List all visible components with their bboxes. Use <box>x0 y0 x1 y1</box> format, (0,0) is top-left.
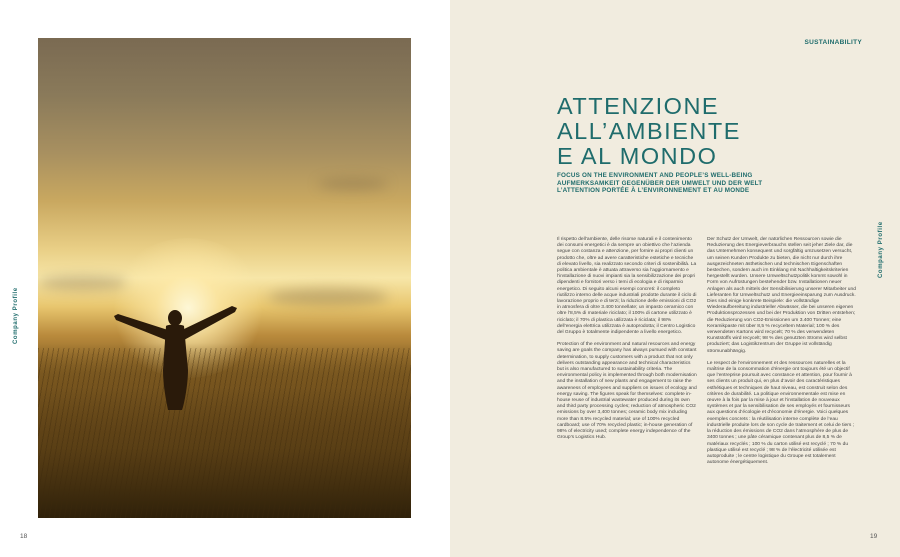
title-line: ALL’AMBIENTE <box>557 118 741 144</box>
text-column-right <box>707 237 857 472</box>
hero-photo <box>38 38 411 518</box>
person-silhouette <box>108 300 243 410</box>
subtitle-fr: L’ATTENTION PORTÉE À L’ENVIRONNEMENT ET AU MONDE <box>557 187 750 194</box>
subtitles <box>557 172 887 195</box>
paragraph-en: Protection of the environment and natural resources and energy saving are goals the company has always pursued with constant determination, to supply customers with a product that not only delivers outstanding appearance and technical characteristics but is also manufactured to sustainability criteria. The environmental policy is implemented through both modernisation and the installation of new plants and engagement to raise the awareness of employees and suppliers on issues of ecology and energy saving. The figures speak for themselves: complete in-house reuse of industrial wastewater produced during its own and third party processing cycles; reduction of atmospheric CO2 emissions by over 3,400 tonnes; ceramic body mix including more than 8.5% recycled material; use of 100% recycled cardboard; use of 70% recycled plastic; in-house generation of 98% of electricity used; complete energy independence of the Group’s Logistics Hub. <box>557 342 697 441</box>
text-column-left <box>557 237 697 448</box>
title-line: E AL MONDO <box>557 143 718 169</box>
right-page <box>450 0 900 557</box>
title-line: ATTENZIONE <box>557 93 720 119</box>
section-tag: SUSTAINABILITY <box>804 39 862 46</box>
subtitle-de: AUFMERKSAMKEIT GEGENÜBER DER UMWELT UND DER WELT <box>557 179 763 187</box>
side-label-right: Company Profile <box>878 221 884 278</box>
paragraph-de: Der Schutz der Umwelt, der natürlichen Ressourcen sowie die Reduzierung des Energieverbrauchs stellen seit jeher Ziele dar, die das Unternehmen konsequent und sorgfältig umzusetzen versucht, um seinen Kunden Produkte zu bieten, die nicht nur durch ihre ausgezeichneten ästhetischen und technischen Eigenschaften bestechen, sondern auch im Einklang mit Nachhaltigkeitskriterien hergestellt wurden. Unsere Umweltschutzpolitik kommt sowohl in Form von Aufrüstungen bestehender bzw. Installationen neuer Anlagen als auch mittels der Sensibilisierung unserer Mitarbeiter und Lieferanten für Umweltschutz und Energieeinsparung zum Ausdruck. Dies sind einige konkrete Beispiele: die vollständige Wiederaufbereitung industrieller Abwässer, die bei unseren eigenen Produktionsprozessen und bei der Produktion von Dritten entstehen; die Reduzierung von CO2-Emissionen um 3.400 Tonnen; eine Keramikpaste mit über 8,5 % recyceltem Material; 100 % des verwendeten Kartons wird recycelt; 70 % des verwendeten Kunststoffs wird recycelt; 98 % des genutzten Stroms wird selbst produziert; das Logistikzentrum der Gruppe ist vollständig stromunabhängig. <box>707 237 856 354</box>
paragraph-fr: Le respect de l’environnement et des ressources naturelles et la maîtrise de la consommation d’énergie ont toujours été un objectif que l’entreprise poursuit avec constance et attention, pour fournir à ses clients un produit qui, en plus d’avoir des caractéristiques esthétiques et techniques de haut niveau, est construit selon des critères de durabilité. La politique environnementale est mise en œuvre à la fois par la mise à jour et l’installation de nouveaux systèmes et par la sensibilisation de ses employés et fournisseurs aux questions d’écologie et d’économie d’énergie. Voici quelques exemples concrets : la réutilisation interne complète de l’eau industrielle produite lors de son cycle de traitement et celui de tiers ; la réduction des émissions de CO2 dans l’atmosphère de plus de 3400 tonnes ; une pâte céramique contenant plus de 8,5 % de matériaux recyclés ; 100 % du carton utilisé est recyclé ; 70 % du plastique utilisé est recyclé ; 98 % de l’électricité utilisée est autoproduite ; le centre logistique du Groupe est totalement autonome énergétiquement. <box>707 360 855 466</box>
subtitle-en: FOCUS ON THE ENVIRONMENT AND PEOPLE’S WELL-BEING <box>557 172 753 179</box>
page-number-right: 19 <box>870 533 878 540</box>
page-title <box>557 94 877 169</box>
side-label-left: Company Profile <box>13 287 19 344</box>
page-number-left: 18 <box>20 533 28 540</box>
paragraph-it: Il rispetto dell’ambiente, delle risorse naturali e il contenimento dei consumi energetici è da sempre un obiettivo che l’azienda segue con costanza e attenzione, per fornire ai propri clienti un prodotto che, oltre ad avere caratteristiche estetiche e tecniche di elevato livello, sia realizzato secondo criteri di sostenibilità. La politica ambientale è attuata attraverso sia l’aggiornamento e l’installazione di nuovi impianti sia la sensibilizzazione dei propri dipendenti e fornitori verso i temi di ecologia e di risparmio energetico. Di seguito alcuni esempi concreti: il completo riutilizzo interno delle acque industriali prodotte durante il ciclo di lavorazione proprio e di terzi; la riduzione delle emissioni di CO2 in atmosfera di oltre 3.400 tonnellate; un impasto ceramico con oltre l’8,5% di materiale riciclato; il 100% di cartone utilizzato è riciclato; il 70% di plastica utilizzata è riciclata; il 98% dell’energia elettrica utilizzata è autoprodotta; il Centro Logistico del Gruppo è totalmente indipendente a livello energetico. <box>557 237 697 336</box>
